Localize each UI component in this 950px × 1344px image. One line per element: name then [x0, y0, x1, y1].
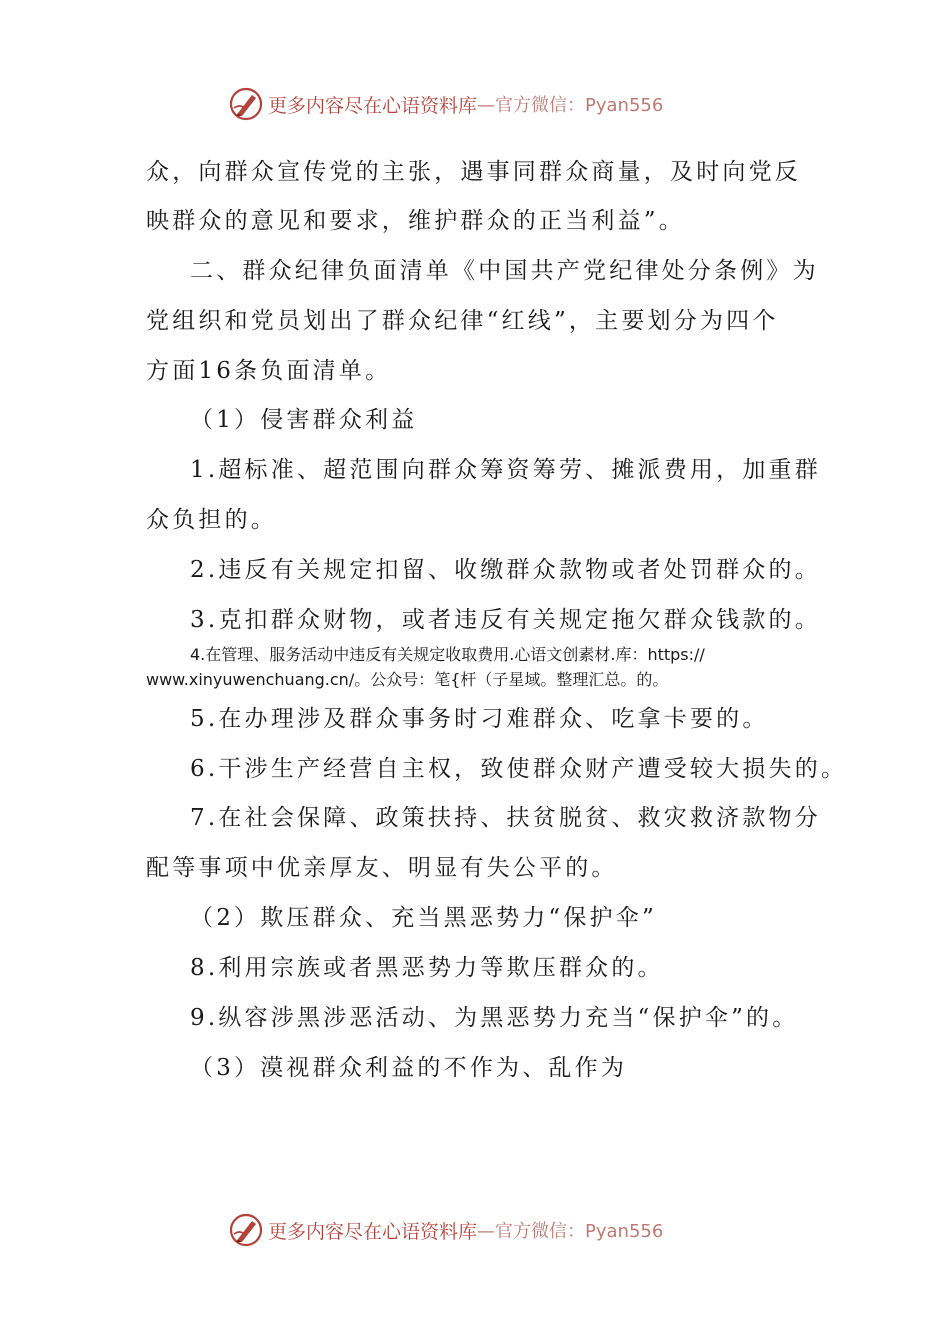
body-line-1: 众，向群众宣传党的主张，遇事同群众商量，及时向党反: [146, 159, 801, 185]
header-banner: [228, 84, 748, 124]
item-1-line-2: 众负担的。: [146, 507, 277, 533]
item-7-line-1: 7.在社会保障、政策扶持、扶贫脱贫、救灾救济款物分: [190, 805, 821, 831]
item-1-line-1: 1.超标准、超范围向群众筹资筹劳、摊派费用，加重群: [190, 457, 821, 483]
item-7-line-2: 配等事项中优亲厚友、明显有失公平的。: [146, 855, 618, 881]
footer-contact-text: —官方微信：Pyan556: [477, 1221, 664, 1242]
footer-banner: [228, 1210, 748, 1250]
item-3: 3.克扣群众财物，或者违反有关规定拖欠群众钱款的。: [190, 607, 821, 633]
item-4-note-line-2: www.xinyuwenchuang.cn/。公众号：笔{杆（子星域。整理汇总。的。: [146, 670, 669, 689]
item-8: 8.利用宗族或者黑恶势力等欺压群众的。: [190, 955, 664, 981]
item-5: 5.在办理涉及群众事务时刁难群众、吃拿卡要的。: [190, 706, 769, 732]
item-9: 9.纵容涉黑涉恶活动、为黑恶势力充当“保护伞”的。: [190, 1005, 799, 1031]
item-2: 2.违反有关规定扣留、收缴群众款物或者处罚群众的。: [190, 557, 821, 583]
section-heading-1: （1）侵害群众利益: [190, 407, 418, 433]
section-heading-2: （2）欺压群众、充当黑恶势力“保护伞”: [190, 905, 657, 931]
section-heading-3: （3）漠视群众利益的不作为、乱作为: [190, 1055, 628, 1081]
footer-brand-text: 更多内容尽在心语资料库: [268, 1220, 478, 1243]
body-line-3: 二、群众纪律负面清单《中国共产党纪律处分条例》为: [190, 258, 819, 284]
pen-seal-icon: [228, 86, 264, 122]
header-contact-text: —官方微信：Pyan556: [477, 95, 664, 116]
body-line-5: 方面16条负面清单。: [146, 358, 392, 384]
item-4-note-line-1: 4.在管理、服务活动中违反有关规定收取费用.心语文创素材.库：https://: [190, 645, 705, 664]
body-line-4: 党组织和党员划出了群众纪律“红线”，主要划分为四个: [146, 308, 779, 334]
body-line-2: 映群众的意见和要求，维护群众的正当利益”。: [146, 208, 685, 234]
pen-seal-icon: [228, 1212, 264, 1248]
item-6: 6.干涉生产经营自主权，致使群众财产遭受较大损失的。: [190, 756, 848, 782]
header-brand-text: 更多内容尽在心语资料库: [268, 94, 478, 117]
